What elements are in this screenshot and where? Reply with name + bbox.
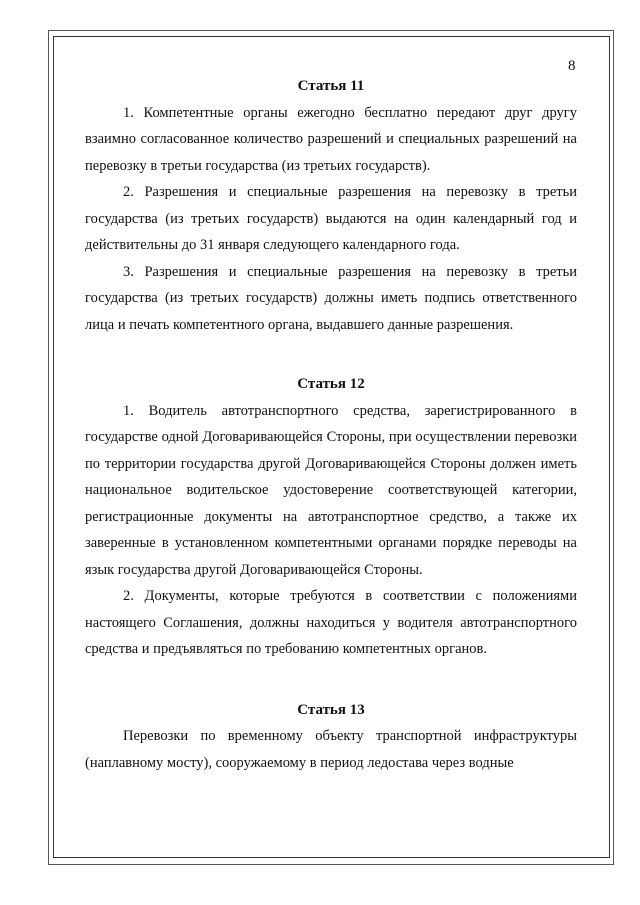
paragraph: Перевозки по временному объекту транспортной инфраструктуры (наплавному мосту), сооружаемому в период ледостава через водные xyxy=(85,728,577,771)
article-13 xyxy=(85,697,577,777)
article-11 xyxy=(85,73,577,338)
document-body xyxy=(85,73,577,776)
section-spacer xyxy=(85,338,577,364)
paragraph: 1. Компетентные органы ежегодно бесплатно передают друг другу взаимно согласованное количество разрешений и специальных разрешений на перевозку в третьи государства (из третьих государств). xyxy=(85,104,577,174)
article-title: Статья 12 xyxy=(297,376,365,392)
paragraph: 2. Документы, которые требуются в соответствии с положениями настоящего Соглашения, должны находиться у водителя автотранспортного средства и предъявляться по требованию компетентных органов. xyxy=(85,588,577,657)
article-12 xyxy=(85,371,577,663)
page-number: 8 xyxy=(568,58,576,74)
section-spacer xyxy=(85,689,577,697)
paragraph: 1. Водитель автотранспортного средства, зарегистрированного в государстве одной Договаривающейся Стороны, при осуществлении перевозки по территории государства другой Договаривающейся Стороны должен иметь национальное водительское удостоверение соответствующей категории, регистрационные документы на автотранспортное средство, а также их заверенные в установленном компетентными органами порядке переводы на язык государства другой Договаривающейся Стороны. xyxy=(85,402,577,578)
section-spacer xyxy=(85,663,577,689)
paragraph: 2. Разрешения и специальные разрешения на перевозку в третьи государства (из третьих государств) выдаются на один календарный год и действительны до 31 января следующего календарного года. xyxy=(85,184,577,253)
article-title: Статья 13 xyxy=(297,701,365,718)
article-title: Статья 11 xyxy=(297,78,365,94)
section-spacer xyxy=(85,364,577,371)
paragraph: 3. Разрешения и специальные разрешения на перевозку в третьи государства (из третьих государств) должны иметь подпись ответственного лица и печать компетентного органа, выдавшего данные разрешения. xyxy=(85,263,577,333)
